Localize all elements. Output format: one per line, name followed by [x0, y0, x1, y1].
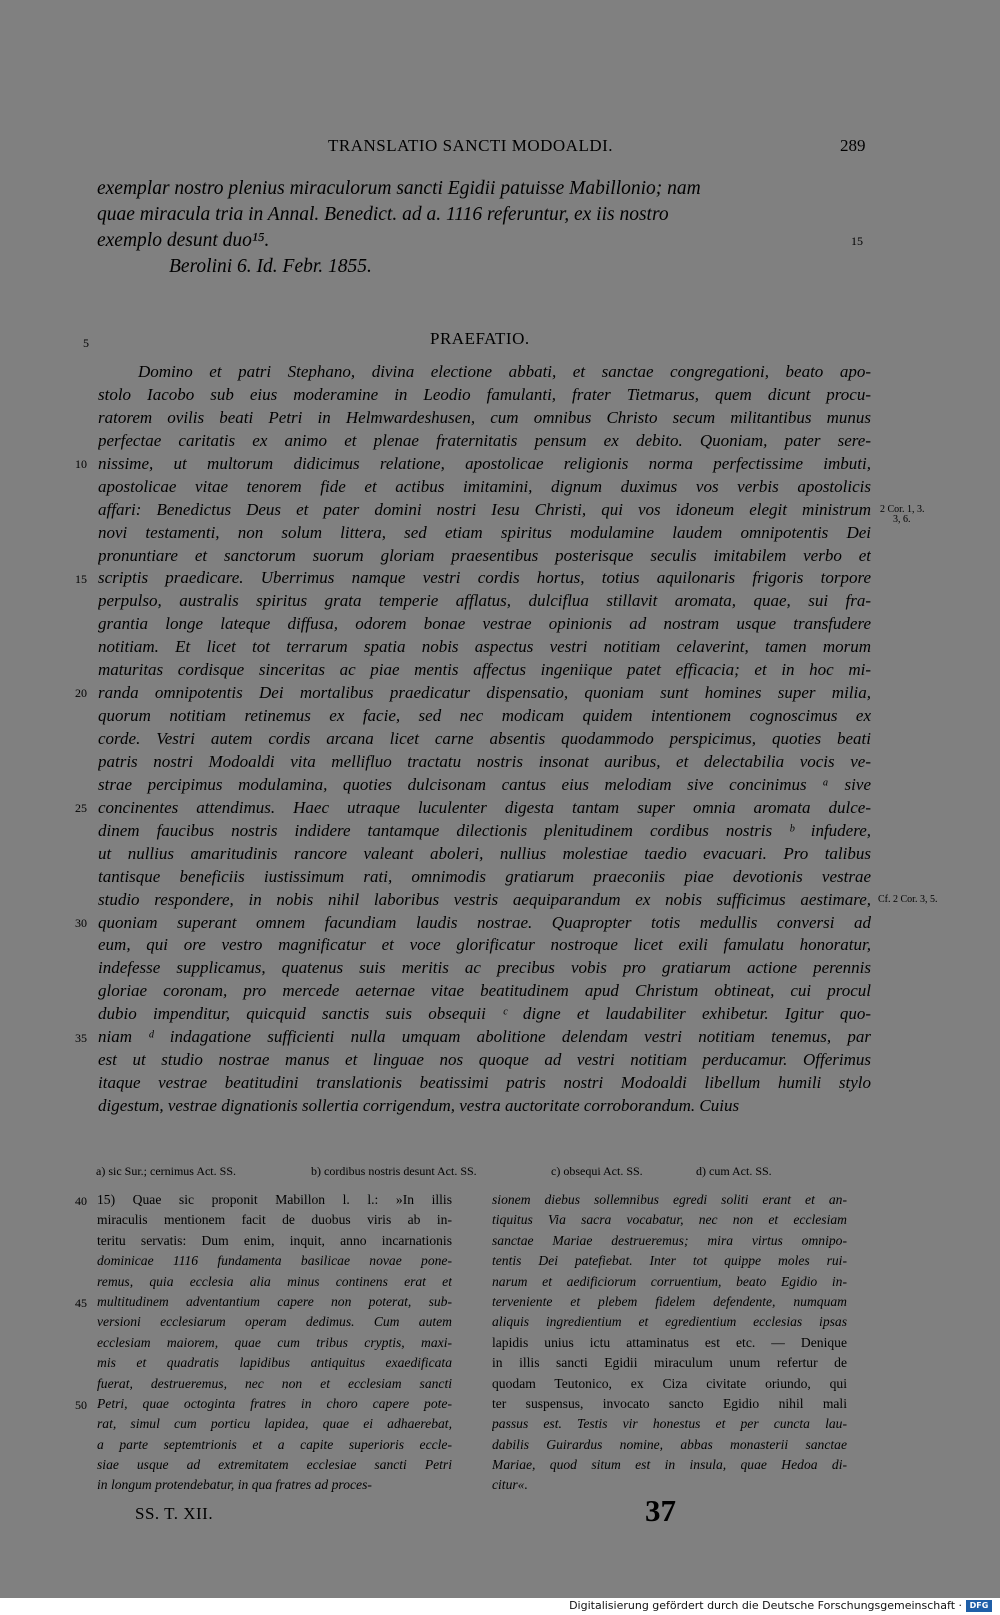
footnote-line: teritu servatis: Dum enim, inquit, anno incarnationis	[97, 1232, 452, 1248]
body-line: novi testamenti, non solum littera, sed etiam spiritus modulamine laudem omnipotentis Dei	[98, 522, 871, 542]
line-number: 30	[75, 915, 87, 930]
footnote-line: citur«.	[492, 1477, 528, 1493]
apparatus-note-a: a) sic Sur.; cernimus Act. SS.	[96, 1164, 236, 1178]
body-line: pronuntiare et sanctorum suorum gloriam praesentibus posterisque seculis imitabilem verbo et	[98, 545, 871, 565]
body-line: tantisque beneficiis iustissimum rati, omnimodis gratiarum praeconiis piae devotionis vestrae	[98, 866, 871, 886]
body-line: corde. Vestri autem cordis arcana licet carne absentis quodammodo perspicimus, quoties beati	[98, 729, 871, 748]
body-line: randa omnipotentis Dei mortalibus praedicatur dispensatio, quoniam sunt homines super milia,	[98, 683, 871, 703]
body-line: scriptis praedicare. Uberrimus namque vestri cordis hortus, totius aquilonaris frigoris torpore	[98, 568, 871, 588]
body-line: ratorem ovilis beati Petri in Helmwardeshusen, cum omnibus Christo secum militantibus munus	[98, 407, 871, 427]
body-line: quoniam superant omnem facundiam laudis nostrae. Quapropter totis medullis conversi ad	[98, 912, 871, 932]
footnote-line: multitudinem adventantium capere non poterat, sub-	[97, 1293, 452, 1309]
line-number: 10	[75, 456, 87, 471]
footnote-line: in illis sancti Egidii miraculum unum refertur de	[492, 1355, 847, 1371]
body-line: perpulso, australis spiritus grata temperie afflatus, dulciflua stillavit aromata, quae, sui fra-	[98, 591, 871, 611]
line-number: 25	[75, 801, 87, 816]
body-line: digestum, vestrae dignationis sollertia corrigendum, vestra auctoritate corroborandum. Cuius	[98, 1096, 740, 1115]
intro-line: exemplo desunt duo¹⁵.	[97, 230, 270, 251]
footnote-line: lapidis unius ictu attaminatus est etc. — Denique	[492, 1334, 847, 1350]
footnote-line: remus, quia ecclesia alia minus continens erat et	[97, 1273, 452, 1289]
apparatus-note-c: c) obsequi Act. SS.	[551, 1164, 643, 1178]
footnote-line: sanctae Mariae destrueremus; mira virtus omnipo-	[492, 1232, 847, 1248]
intro-line: quae miracula tria in Annal. Benedict. ad a. 1116 referuntur, ex iis nostro	[97, 204, 669, 225]
footnote-line: sionem diebus sollemnibus egredi soliti erant et an-	[492, 1192, 847, 1207]
footnote-line: miraculis mentionem facit de duobus viris ab in-	[97, 1212, 452, 1228]
footnote-line: Petri, quae octoginta fratres in choro capere pote-	[97, 1395, 452, 1411]
footnote-line: a parte septemtrionis et a capite superioris eccle-	[97, 1436, 452, 1452]
apparatus-notes	[96, 1164, 876, 1182]
body-line: grantia longe lateque diffusa, odorem bonae vestrae opinionis ad nostram usque transfudere	[98, 614, 871, 634]
footnote-line: tiquitus Via sacra vocabatur, nec non et ecclesiam	[492, 1212, 847, 1228]
body-line: est ut studio nostrae manus et linguae nos quoque ad vestri notitiam perducamur. Offerimus	[98, 1050, 871, 1070]
body-line: niam ᵈ indagatione sufficienti nulla umquam abolitione delendam vestri notitiam tenemus, par	[98, 1027, 871, 1047]
body-line: gloriae coronam, pro mercede aeternae vitae beatitudinem apud Christum obtineat, cui procul	[98, 981, 871, 1001]
footnote-line: quodam Teutonico, ex Ciza civitate oriundo, qui	[492, 1375, 847, 1391]
body-line: indefesse supplicamus, quatenus suis meritis ac precibus vobis pro gratiarum actione perennis	[98, 958, 871, 978]
page-number: 289	[840, 136, 866, 155]
section-title: PRAEFATIO.	[430, 329, 530, 348]
footnote-left-column	[97, 1190, 452, 1496]
body-line: apostolicae vitae tenorem fide et actibus imitamini, dignum duximus vos verbis apostolicis	[98, 476, 871, 496]
intro-signoff: Berolini 6. Id. Febr. 1855.	[169, 256, 372, 277]
digitization-footer	[0, 1598, 1000, 1615]
body-line: stolo Iacobo sub eius moderamine in Leodio famulanti, frater Tietmarus, quem dicunt procu-	[98, 384, 871, 404]
intro-margin-number: 15	[851, 234, 863, 248]
scripture-reference: 3, 6.	[893, 513, 911, 525]
apparatus-note-d: d) cum Act. SS.	[696, 1164, 772, 1178]
body-line: concinentes attendimus. Haec utraque luculenter digesta tantam super omnia aromata dulce-	[98, 797, 871, 817]
footnote-line: narum et aedificiorum corruentium, beato Egidio in-	[492, 1273, 847, 1289]
footnote-line: 15) Quae sic proponit Mabillon l. l.: »In illis	[97, 1192, 452, 1207]
footnote-line: in longum protendebatur, in qua fratres ad proces-	[97, 1477, 372, 1493]
footnote-line: versioni ecclesiarum operam dedimus. Cum autem	[97, 1314, 452, 1330]
footnote-line: terveniente et plebem fidelem defendente, numquam	[492, 1293, 847, 1309]
body-line: dubio impenditur, quicquid sanctis suis obsequii ᶜ digne et laudabiliter exhibetur. Igitur quo-	[98, 1004, 871, 1024]
intro-line: exemplar nostro plenius miraculorum sancti Egidii patuisse Mabillonio; nam	[97, 178, 701, 199]
body-line: affari: Benedictus Deus et pater domini nostri Iesu Christi, qui vos idoneum elegit ministrum	[98, 499, 871, 519]
signature-mark: SS. T. XII.	[135, 1504, 214, 1523]
footnote-line: dabilis Guirardus nomine, abbas monasterii sanctae	[492, 1436, 847, 1452]
body-line: strae percipimus modulamina, quoties dulcisonam cantus eius melodiam sive concinimus ᵃ sive	[98, 774, 871, 794]
body-line: maturitas cordisque sinceritas ac piae mentis affectus ingeniique patet efficacia; et in hoc mi-	[98, 660, 871, 680]
intro-paragraph	[97, 176, 872, 280]
section-margin-number: 5	[83, 336, 89, 350]
body-line: quorum notitiam retinemus ex facie, sed nec modicam quidem intentionem cognoscimus ex	[98, 706, 871, 726]
line-number: 35	[75, 1030, 87, 1045]
line-number: 50	[75, 1398, 87, 1412]
dfg-logo: DFG	[966, 1600, 992, 1612]
footnote-line: mis et quadratis lapidibus antiquitus exaedificata	[97, 1355, 452, 1371]
footnote-right-column	[492, 1190, 847, 1496]
running-header	[0, 136, 1000, 160]
footnote-line: Mariae, quod situm est in insula, quae Hedoa di-	[492, 1457, 847, 1473]
footnote-line: rat, simul cum porticu lapidea, quae ei adhaerebat,	[97, 1416, 452, 1432]
body-line: perfectae caritatis ex animo et plenae fraternitatis pensum ex debito. Quoniam, pater sere-	[98, 430, 871, 450]
body-line: eum, qui ore vestro magnificatur et voce glorificatur nostroque licet exili famulatu honoratur,	[98, 935, 871, 955]
scripture-reference: 2 Cor. 1, 3.	[880, 503, 925, 515]
body-line: itaque vestrae beatitudini translationis beatissimi patris nostri Modoaldi libellum humili stylo	[98, 1073, 871, 1093]
footnote-line: dominicae 1116 fundamenta basilicae novae pone-	[97, 1253, 452, 1269]
footnote-line: ecclesiam maiorem, quae cum tribus cryptis, maxi-	[97, 1334, 452, 1350]
body-line: dinem faucibus nostris indidere tantamque dilectionis plenitudinem cordibus nostris ᵇ infudere,	[98, 820, 871, 840]
footer-text: Digitalisierung gefördert durch die Deutsche Forschungsgemeinschaft ·	[569, 1599, 962, 1612]
line-number: 40	[75, 1194, 87, 1208]
apparatus-note-b: b) cordibus nostris desunt Act. SS.	[311, 1164, 477, 1178]
line-number: 15	[75, 571, 87, 586]
footnote-line: tentis Dei patefiebat. Inter tot quippe moles rui-	[492, 1253, 847, 1269]
footnote-line: fuerat, destrueremus, nec non et ecclesiam sancti	[97, 1375, 452, 1391]
body-line: Domino et patri Stephano, divina electione abbati, et sanctae congregationi, beato apo-	[138, 362, 871, 381]
body-line: patris nostri Modoaldi vita mellifluo tractatu nostris insonat auribus, et delectabilia vocis ve-	[98, 751, 871, 771]
body-line: nissime, ut multorum didicimus relatione, apostolicae religionis norma perfectissime imbuti,	[98, 453, 871, 473]
body-line: ut nullius amaritudinis rancore valeant aboleri, nullius molestiae taedio evacuari. Pro talibus	[98, 843, 871, 863]
footnote-line: ter suspensus, invocato sancto Egidio nihil mali	[492, 1395, 847, 1411]
footnote-line: siae usque ad extremitatem ecclesiae sancti Petri	[97, 1457, 452, 1473]
running-title: TRANSLATIO SANCTI MODOALDI.	[328, 136, 614, 155]
scripture-reference: Cf. 2 Cor. 3, 5.	[878, 893, 938, 905]
body-text	[98, 361, 871, 1118]
body-line: studio respondere, in nobis nihil laboribus vestris aequiparandum ex nobis sufficimus aestimare,	[98, 889, 871, 909]
line-number: 20	[75, 686, 87, 701]
body-line: notitiam. Et licet tot terrarum spatia nobis aspectus vestri notitiam celaverint, tamen morum	[98, 637, 871, 657]
line-number: 45	[75, 1296, 87, 1310]
footnote-line: passus est. Testis vir honestus et per cuncta lau-	[492, 1416, 847, 1432]
footnote-line: aliquis ingredientium et egredientium ecclesias ipsas	[492, 1314, 847, 1330]
sheet-number: 37	[645, 1493, 676, 1528]
